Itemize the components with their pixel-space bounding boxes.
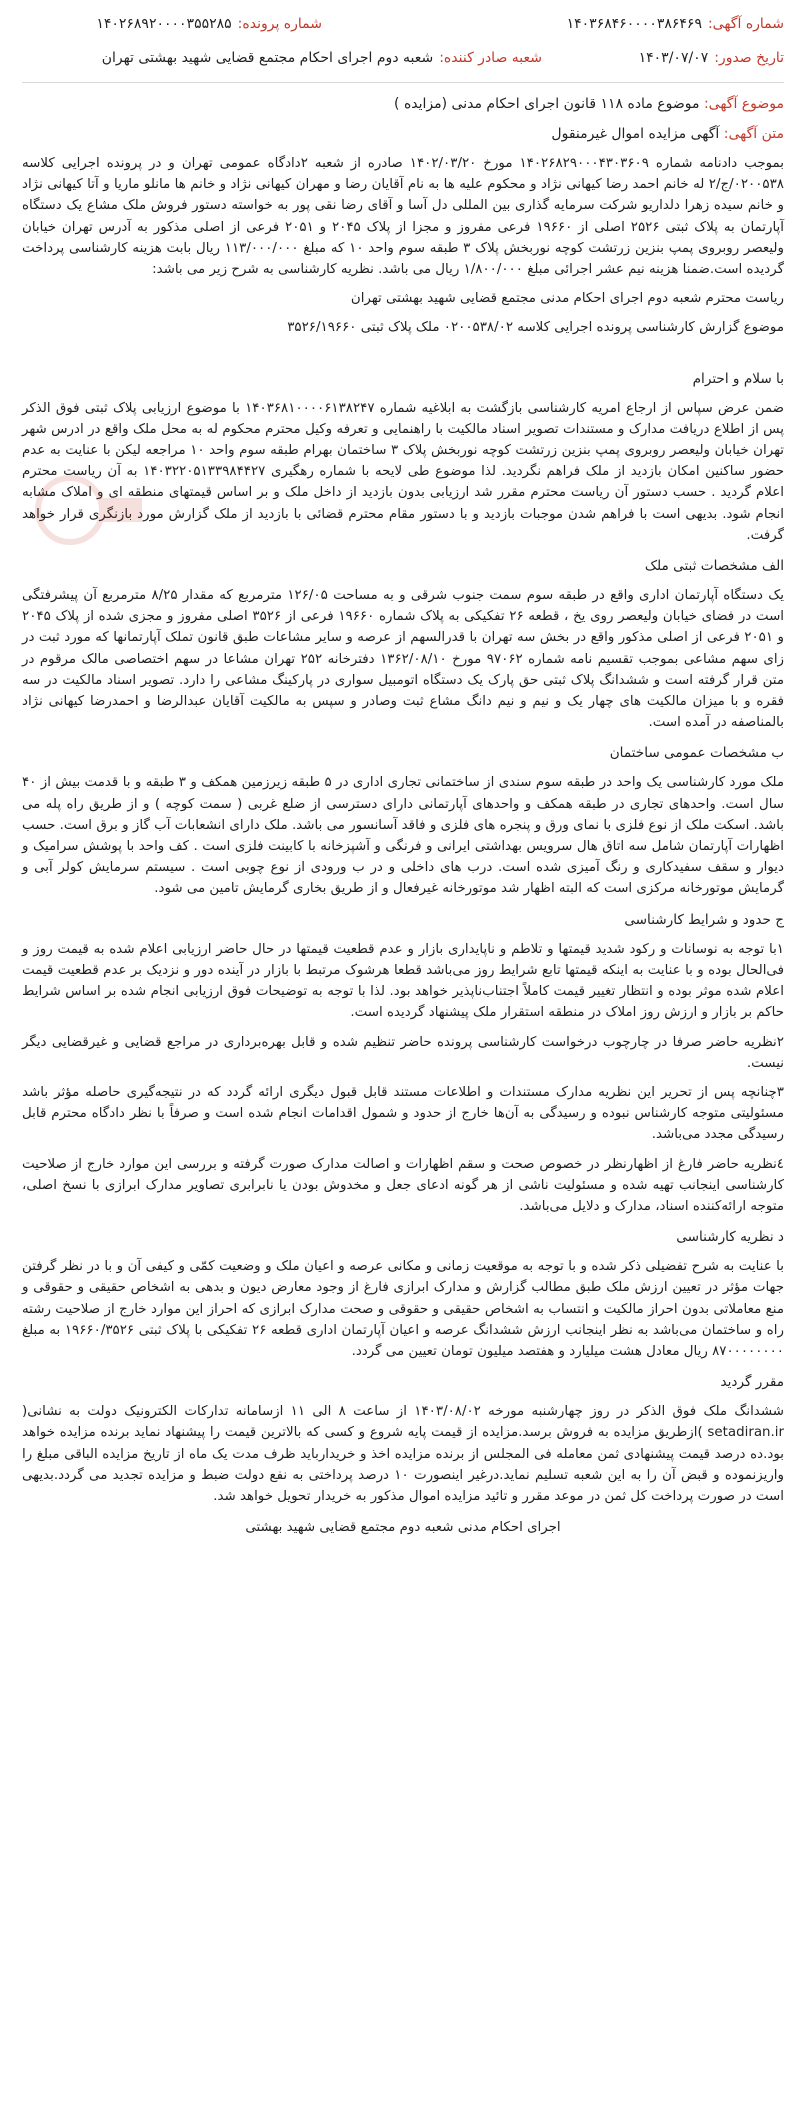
text-label: متن آگهی: [723, 126, 784, 142]
section-c-title: ج حدود و شرایط کارشناسی [624, 911, 784, 928]
greeting: با سلام و احترام [692, 370, 784, 387]
condition-4: ٤نظریه حاضر فارغ از اظهارنظر در خصوص صحت و سقم اظهارات و اصالت مدارک صورت گرفته و بررسی این موارد خارج از صلاحیت کارشناسی اینجانب تهیه شده و مسئولیت ناشی از هر گونه ادعای جعل و مخدوش بودن یا نابرابری تصاویر مدارک ابرازی با نسخ اصلی، متوجه ارائه‌کننده اسناد، مدارک و دلایل می‌باشد. [22, 1156, 784, 1214]
issue-date-value: ۱۴۰۳/۰۷/۰۷ [638, 50, 709, 66]
case-number-label: شماره پرونده: [237, 16, 322, 32]
section-b-title: ب مشخصات عمومی ساختمان [609, 745, 784, 762]
subject-label: موضوع آگهی: [703, 96, 784, 112]
issue-date-label: تاریخ صدور: [714, 50, 784, 66]
case-number-value: ۱۴۰۲۶۸۹۲۰۰۰۰۳۵۵۲۸۵ [96, 16, 232, 32]
intro-paragraph: بموجب دادنامه شماره ۱۴۰۲۶۸۲۹۰۰۰۴۳۰۳۶۰۹ مورخ ۱۴۰۲/۰۳/۲۰ صادره از شعبه ۲دادگاه عمومی تهران و در پرونده اجرایی کلاسه ۰۲۰۰۵۳۸/ج/۲ له خانم احمد رضا کیهانی نژاد و محکوم علیه ها به نام آقایان رضا و مهران کیهانی نژاد و خانم ها مانلو ماریا و آتا کیهانی نژاد و خانم سیده زهرا دلداریو شرکت سرمایه گذاری بین المللی دل آسا و آقای رضا نقی پور به خواسته دستور فروش ملک مشاع یک دستگاه آپارتمان به پلاک ثبتی ۲۵۲۶ اصلی از ۱۹۶۶۰ فرعی مفروز و مجزا از پلاک ۲۰۴۵ و ۲۰۵۱ فرعی از اصلی مذکور به آدرس تهران خیابان ولیعصر روبروی پمپ بنزین زرتشت کوچه نوربخش پلاک ۳ طبقه سوم واحد ۱۰ که مبلغ ۱۱۳/۰۰۰/۰۰۰ ریال بابت هزینه کارشناسی پرداخت گردیده است.ضمنا هزینه نیم عشر اجرائی مبلغ ۱/۸۰۰/۰۰۰ ریال می باشد. نظریه کارشناسی به شرح زیر می باشد: [22, 156, 784, 278]
section-b-body: ملک مورد کارشناسی یک واحد در طبقه سوم سندی از ساختمانی تجاری اداری در ۵ طبقه زیرزمین همکف و ۳ طبقه و با قدمت بیش از ۴۰ سال است. واحدهای تجاری در طبقه همکف و واحدهای آپارتمانی دارای دسترسی از ضلع غربی ( سمت کوچه ) و از طریق راه پله می باشد. اسکت ملک از نوع فلزی با نمای ورق و پنجره های فلزی و فاقد آسانسور می باشد. ملک دارای انشعابات آب گاز و برق است. حسب اظهارات آپارتمان شامل سه اتاق هال سرویس بهداشتی ایرانی و فرنگی و آشپزخانه با کابینت فلزی است . کف واحد با پوشش سرامیک و دیوار و سقف سفیدکاری و رنگ آمیزی شده است. درب های داخلی و در ب ورودی از نوع چوبی است . سیستم سرمایش کولر آبی و گرمایش موتورخانه مرکزی است که البته اظهار شد موتورخانه غیرفعال و از طریق بخاری گرمایش تامین می شود. [22, 775, 784, 897]
text-title: آگهی مزایده اموال غیرمنقول [551, 126, 720, 142]
watermark-logo [30, 470, 150, 550]
report-intro: ضمن عرض سپاس از ارجاع امریه کارشناسی بازگشت به ابلاغیه شماره ۱۴۰۳۶۸۱۰۰۰۰۶۱۳۸۲۴۷ با موضوع ارزیابی پلاک ثبتی فوق الذکر پس از اطلاع دریافت مدارک و مستندات تصویر اسناد مالکیت با راهنمایی و تعرفه وکیل محترم محکوم له به محل ملک واقع در ادرس شهر تهران خیابان ولیعصر روبروی پمپ بنزین زرتشت کوچه نوربخش پلاک ۳ ساختمان بهرام طبقه سوم واحد ۱۰ مراجعه لیکن با عنایت به عدم حضور ساکنین امکان بازدید از ملک فراهم نگردید. لذا موضوع طی لایحه با شماره رهگیری ۱۴۰۳۲۲۰۵۱۳۳۹۸۴۴۲۷ به آن ریاست محترم اعلام گردید . حسب دستور آن ریاست محترم مقرر شد ارزیابی بدون بازدید از داخل ملک و بر اساس قیمتهای منطقه ای و املاک مشابه انجام شود. بدیهی است با فراهم شدن موجبات بازدید و با دستور مقام محترم قضائی با بازدید از ملک گزارش مورد بازنگری قرار خواهد گرفت. [22, 400, 785, 543]
issuer-label: شعبه صادر کننده: [439, 50, 542, 66]
case-number [22, 14, 322, 34]
subject-value: موضوع ماده ۱۱۸ قانون اجرای احکام مدنی (مزایده ) [394, 96, 700, 112]
condition-1: ۱با توجه به نوسانات و رکود شدید قیمتها و تلاطم و ناپایداری بازار و عدم قطعیت قیمتها در حال حاضر ارزیابی اعلام شده به قیمت روز و فی‌الحال بوده و با عنایت به اینکه قیمتها تابع شرایط روز می‌باشد قطعا هرشوک مرتبط با بازار در آینده دور و نزدیک بر عدم قطعیت قیمت اعلام شده موثر بوده و انتظار تغییر قیمت کاملاً اجتناب‌ناپذیر خواهد بود. لذا با توجه به توضیحات فوق ارزیابی انجام شده بر اساس شرایط حاکم بر بازار و ارزش روز املاک در منطقه استقرار ملک پیشنهاد گردیده است. [22, 941, 784, 1021]
decision-title: مقرر گردید [720, 1374, 784, 1391]
divider [22, 82, 784, 83]
section-d-title: د نظریه کارشناسی [676, 1229, 784, 1246]
signature: اجرای احکام مدنی شعبه دوم مجتمع قضایی شهید بهشتی [245, 1520, 561, 1536]
subject [22, 93, 784, 115]
decision-body: ششدانگ ملک فوق الذکر در روز چهارشنبه مورخه ۱۴۰۳/۰۸/۰۲ از ساعت ۸ الی ۱۱ ازسامانه تدارکات الکترونیک دولت به نشانی( setadiran.ir )ازطریق مزایده به فروش برسد.مزایده از قیمت پایه شروع و کسی که بالاترین قیمت را پیشنهاد نماید برنده مزایده خواهد بود.ده درصد قیمت پیشنهادی ثمن معامله فی المجلس از برنده مزایده اخذ و خریدارباید ظرف مدت یک ماه از تاریخ مزایده الباقی مبلغ را واریزنموده و قبض آن را به این شعبه تسلیم نماید.درغیر اینصورت ۱۰ درصد پرداختی به نفع دولت ضبط و مزایده تجدید می گردد.بدیهی است در صورت پرداخت کل ثمن در موعد مقرر و تائید مزایده اموال مذکور به خریدار تحویل خواهد شد. [22, 1404, 784, 1504]
ad-number [344, 14, 784, 34]
issuer [22, 48, 542, 68]
section-a-title: الف مشخصات ثبتی ملک [644, 558, 784, 575]
section-d-body: با عنایت به شرح تفضیلی ذکر شده و با توجه به موقعیت زمانی و مکانی عرصه و اعیان ملک و وضعیت کمّی و کیفی آن و با در نظر گرفتن جهات مؤثر در تعیین ارزش ملک طبق مطالب گزارش و مدارک ابرازی فارغ از وجود معارض دیون و بدهی به اشخاص حقیقی و حقوقی و منع معاملاتی بدون احراز مالکیت و انتساب به اشخاص حقیقی و حقوقی و صحت مدارک ابرازی که احراز این موارد خارج از صلاحیت رشته راه و ساختمان می‌باشد به نظر اینجانب ارزش ششدانگ عرصه و اعیان آپارتمان اداری قطعه ۲۶ تفکیکی با پلاک ثبتی ۱۹۶۶۰/۳۵۲۶ به مبلغ ۸۷۰۰۰۰۰۰۰۰ ریال معادل هشت میلیارد و هفتصد میلیون تومان تعیین می گردد. [22, 1259, 784, 1359]
header-row-1 [22, 14, 784, 34]
section-a-body: یک دستگاه آپارتمان اداری واقع در طبقه سوم سمت جنوب شرقی و به مساحت ۱۲۶/۰۵ مترمربع که مقدار ۸/۲۵ مترمربع آن پیشرفتگی است در فضای خیابان ولیعصر روی یخ ، قطعه ۲۶ تفکیکی به پلاک شماره ۱۹۶۶۰ فرعی از ۳۵۲۶ اصلی مفروز و مجزی شده از پلاک ۲۰۴۵ و ۲۰۵۱ فرعی از اصلی مذکور واقع در بخش سه تهران با قدرالسهم از عرصه و سایر مشاعات طبق قانون تملک آپارتمانها که مورد ثبت در زای سهم مشاعی بموجب تقسیم نامه شماره ۹۷۰۶۲ مورخ ۱۳۶۲/۰۸/۱۰ دفترخانه ۲۵۲ تهران مشاعا در سهم اختصاصی مالک مرقوم در متن قرار گرفته است و ششدانگ پلاک ثبتی حق پارک یک دستگاه اتومبیل سواری در پارکینگ مشاعی را دارد. تصویر اسناد مالکیت در سه فقره و با میزان مالکیت های چهار یک و نیم و نیم دانگ مشاع ثبت وصادر و سپس به مالکیت آقایان عبدالرضا و احمدرضا کیهانی نژاد بالمناصفه در آمده است. [22, 588, 785, 731]
condition-3: ۳چنانچه پس از تحریر این نظریه مدارک مستندات و اطلاعات مستند قابل قبول دیگری ارائه گردد که در نتیجه‌گیری حاصله مؤثر باشد مسئولیتی متوجه کارشناس نبوده و رسیدگی به آن‌ها خارج از حدود و شمول اقدامات انجام شده است و صرفاً با نظر دادگاه محترم قابل رسیدگی مجدد می‌باشد. [22, 1084, 784, 1143]
text-heading [22, 123, 784, 145]
ad-number-label: شماره آگهی: [707, 16, 784, 32]
header-row-2 [22, 48, 784, 68]
issuer-value: شعبه دوم اجرای احکام مجتمع قضایی شهید بهشتی تهران [101, 50, 434, 66]
report-subject: موضوع گزارش کارشناسی پرونده اجرایی کلاسه ۰۲۰۰۵۳۸/۰۲ ملک پلاک ثبتی ۳۵۲۶/۱۹۶۶۰ [287, 320, 784, 336]
ad-number-value: ۱۴۰۳۶۸۴۶۰۰۰۰۳۸۶۴۶۹ [566, 16, 702, 32]
addressee: ریاست محترم شعبه دوم اجرای احکام مدنی مجتمع قضایی شهید بهشتی تهران [350, 291, 784, 307]
condition-2: ۲نظریه حاضر صرفا در چارچوب درخواست کارشناسی پرونده حاضر تنظیم شده و قابل بهره‌برداری در مراجع قضایی و غیرقضایی دیگر نیست. [22, 1034, 784, 1071]
issue-date [554, 48, 784, 68]
